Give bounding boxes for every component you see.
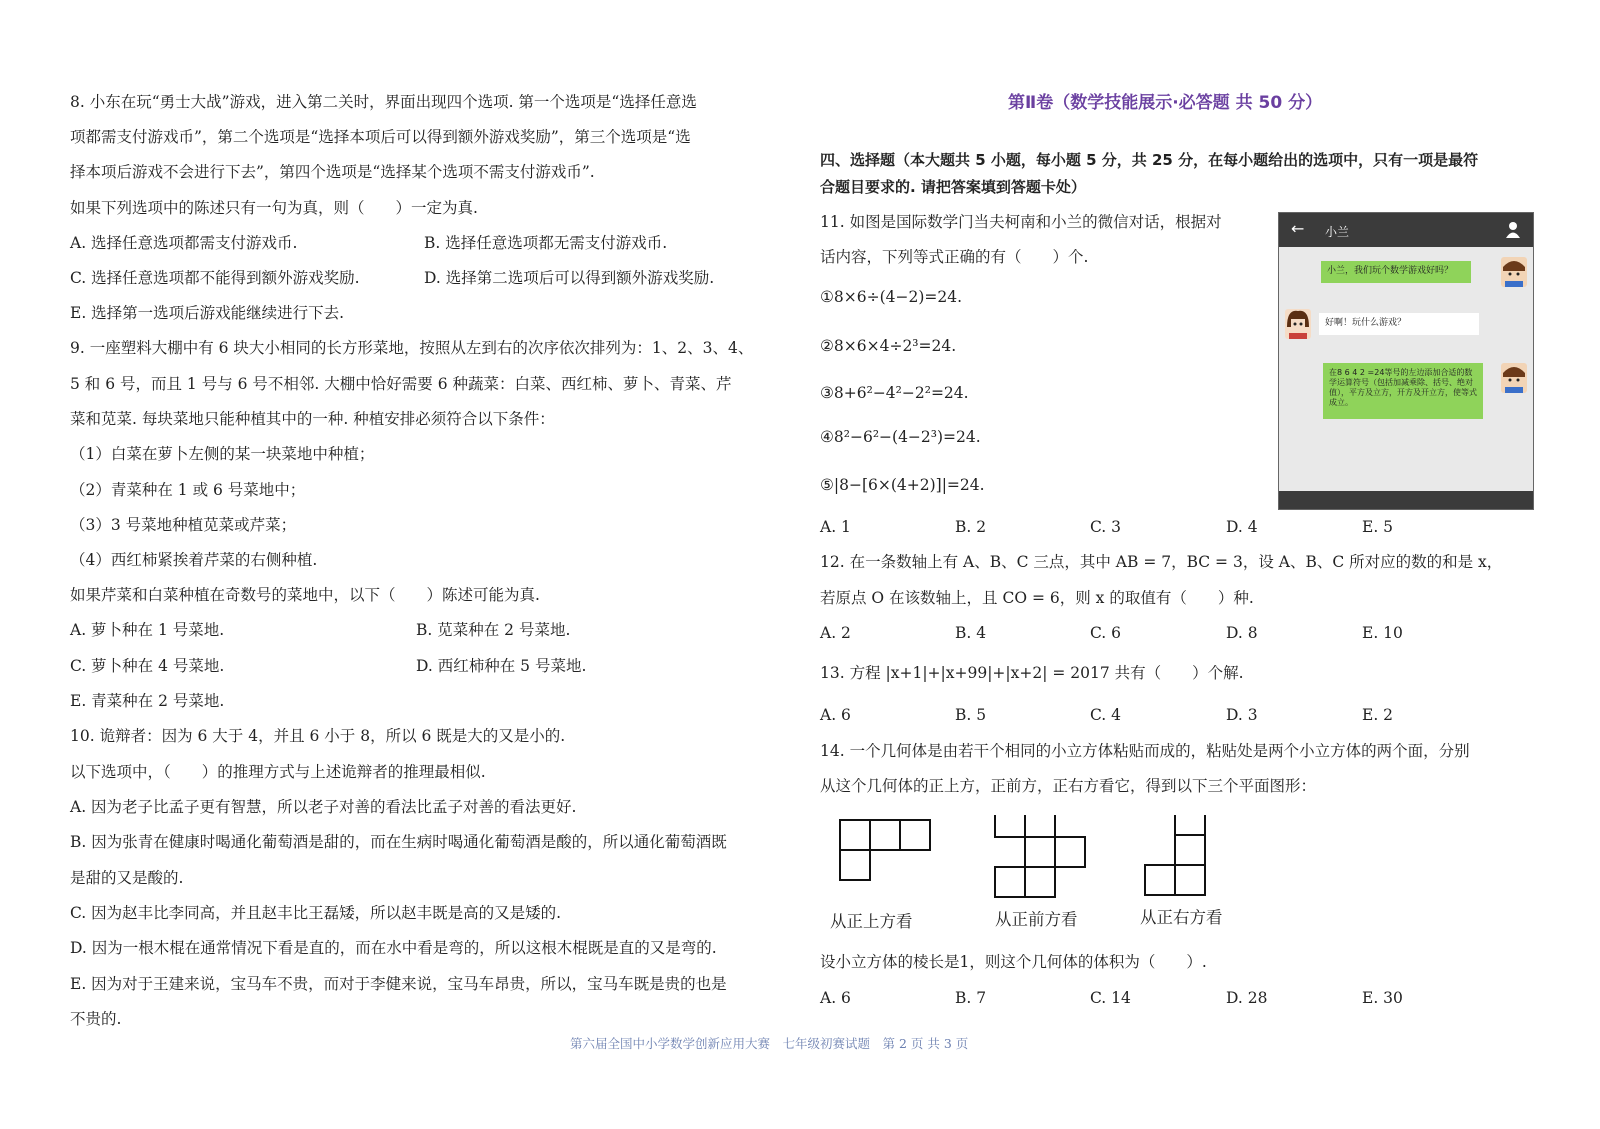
q10-option-e-2: 不贵的.: [70, 1010, 122, 1028]
q14-option-a: A. 6: [820, 989, 851, 1007]
view-label-front: 从正前方看: [995, 910, 1078, 929]
back-arrow-icon: ←: [1291, 219, 1305, 238]
q14-line-3: 设小立方体的棱长是1，则这个几何体的体积为（ ）.: [820, 953, 1207, 971]
q14-option-d: D. 28: [1226, 989, 1268, 1007]
q11-option-e: E. 5: [1362, 518, 1394, 536]
q11-item-5: ⑤|8−[6×(4+2)]|=24.: [820, 476, 985, 494]
q11-item-3: ③8+6²−4²−2²=24.: [820, 384, 969, 402]
chat-message-2: 好啊！玩什么游戏？: [1319, 313, 1479, 335]
wechat-screenshot: [1278, 212, 1534, 510]
girl-avatar-icon: [1285, 309, 1311, 339]
q9-condition-1: （1）白菜在萝卜左侧的某一块菜地中种植；: [70, 445, 375, 463]
boy-avatar-2: [1501, 363, 1527, 393]
q9-option-b: B. 苋菜种在 2 号菜地.: [416, 621, 571, 639]
q14-option-c: C. 14: [1090, 989, 1131, 1007]
q10-question: 以下选项中，（ ）的推理方式与上述诡辩者的推理最相似.: [70, 763, 486, 781]
q9-line-3: 菜和苋菜. 每块菜地只能种植其中的一种. 种植安排必须符合以下条件：: [70, 410, 555, 428]
q11-option-c: C. 3: [1090, 518, 1122, 536]
q10-option-b-1: B. 因为张青在健康时喝通化葡萄酒是甜的，而在生病时喝通化葡萄酒是酸的，所以通化葡萄酒既: [70, 833, 727, 851]
q11-line-2: 话内容，下列等式正确的有（ ）个.: [820, 248, 1089, 266]
q12-line-1: 12. 在一条数轴上有 A、B、C 三点，其中 AB = 7，BC = 3，设 A、B、C 所对应的数的和是 x，: [820, 553, 1503, 571]
q9-line-1: 9. 一座塑料大棚中有 6 块大小相同的长方形菜地，按照从左到右的次序依次排列为：1、2、3、4、: [70, 339, 754, 357]
boy-avatar: [1501, 257, 1527, 287]
q8-question: 如果下列选项中的陈述只有一句为真，则（ ）一定为真.: [70, 199, 478, 217]
q14-option-b: B. 7: [955, 989, 987, 1007]
q10-option-a: A. 因为老子比孟子更有智慧，所以老子对善的看法比孟子对善的看法更好.: [70, 798, 577, 816]
boy-avatar-icon: [1501, 257, 1527, 287]
q13-line: 13. 方程 |x+1|+|x+99|+|x+2| = 2017 共有（ ）个解.: [820, 664, 1244, 682]
q12-line-2: 若原点 O 在该数轴上，且 CO = 6，则 x 的取值有（ ）种.: [820, 589, 1254, 607]
q13-option-e: E. 2: [1362, 706, 1394, 724]
q12-option-c: C. 6: [1090, 624, 1122, 642]
q8-line-2: 项都需支付游戏币”，第二个选项是“选择本项后可以得到额外游戏奖励”，第三个选项是“选: [70, 128, 691, 146]
q9-question: 如果芹菜和白菜种植在奇数号的菜地中，以下（ ）陈述可能为真.: [70, 586, 540, 604]
q12-option-e: E. 10: [1362, 624, 1403, 642]
q11-option-a: A. 1: [820, 518, 851, 536]
part4-heading-2: 合题目要求的. 请把答案填到答题卡处）: [820, 178, 1086, 196]
q11-line-1: 11. 如图是国际数学门当夫柯南和小兰的微信对话，根据对: [820, 213, 1222, 231]
q11-item-1: ①8×6÷(4−2)=24.: [820, 288, 963, 306]
q11-item-4: ④8²−6²−(4−2³)=24.: [820, 428, 981, 446]
q9-option-c: C. 萝卜种在 4 号菜地.: [70, 657, 225, 675]
q10-option-c: C. 因为赵丰比李同高，并且赵丰比王磊矮，所以赵丰既是高的又是矮的.: [70, 904, 562, 922]
q12-option-b: B. 4: [955, 624, 987, 642]
q13-option-d: D. 3: [1226, 706, 1258, 724]
q9-condition-2: （2）青菜种在 1 或 6 号菜地中；: [70, 481, 306, 499]
top-view-grid: [840, 820, 930, 880]
section-title: 第Ⅱ卷（数学技能展示·必答题 共 50 分）: [1008, 93, 1323, 113]
right-view-grid: [1145, 815, 1205, 895]
front-view-grid: [995, 815, 1085, 897]
q13-option-a: A. 6: [820, 706, 851, 724]
q8-option-a: A. 选择任意选项都需支付游戏币.: [70, 234, 298, 252]
q8-option-d: D. 选择第二选项后可以得到额外游戏奖励.: [424, 269, 715, 287]
user-profile-icon: [1505, 221, 1521, 239]
q9-condition-3: （3）3 号菜地种植苋菜或芹菜；: [70, 516, 297, 534]
q9-line-2: 5 和 6 号，而且 1 号与 6 号不相邻. 大棚中恰好需要 6 种蔬菜：白菜、西红柿、萝卜、青菜、芹: [70, 375, 732, 393]
q9-condition-4: （4）西红柿紧挨着芹菜的右侧种植.: [70, 551, 318, 569]
chat-input-bar: [1279, 491, 1533, 509]
chat-message-1: 小兰，我们玩个数学游戏好吗？: [1321, 261, 1471, 283]
q11-item-2: ②8×6×4÷2³=24.: [820, 337, 957, 355]
q11-option-b: B. 2: [955, 518, 987, 536]
q12-option-d: D. 8: [1226, 624, 1258, 642]
view-label-top: 从正上方看: [830, 912, 913, 931]
part4-heading-1: 四、选择题（本大题共 5 小题，每小题 5 分，共 25 分，在每小题给出的选项中，只有一项是最符: [820, 151, 1479, 169]
q12-option-a: A. 2: [820, 624, 851, 642]
q10-option-d: D. 因为一根木棍在通常情况下看是直的，而在水中看是弯的，所以这根木棍既是直的又是弯的.: [70, 939, 717, 957]
q14-line-2: 从这个几何体的正上方，正前方，正右方看它，得到以下三个平面图形：: [820, 777, 1317, 795]
chat-header: [1279, 213, 1533, 247]
q8-line-1: 8. 小东在玩“勇士大战”游戏，进入第二关时，界面出现四个选项. 第一个选项是“选择任意选: [70, 93, 697, 111]
chat-message-3: 在8 6 4 2 =24等号的左边添加合适的数学运算符号（包括加减乘除、括号、绝对值），平方及立方，开方及开立方，使等式成立。: [1323, 363, 1483, 419]
q9-option-e: E. 青菜种在 2 号菜地.: [70, 692, 225, 710]
q8-option-b: B. 选择任意选项都无需支付游戏币.: [424, 234, 668, 252]
q9-option-a: A. 萝卜种在 1 号菜地.: [70, 621, 225, 639]
q10-line-1: 10. 诡辩者：因为 6 大于 4，并且 6 小于 8，所以 6 既是大的又是小的.: [70, 727, 566, 745]
q10-option-b-2: 是甜的又是酸的.: [70, 869, 184, 887]
page-footer: 第六届全国中小学数学创新应用大赛 七年级初赛试题 第 2 页 共 3 页: [570, 1036, 969, 1051]
chat-contact-name: 小兰: [1325, 225, 1350, 239]
q9-option-d: D. 西红柿种在 5 号菜地.: [416, 657, 587, 675]
q11-option-d: D. 4: [1226, 518, 1258, 536]
three-views-figure: [835, 815, 1255, 915]
q8-option-e: E. 选择第一选项后游戏能继续进行下去.: [70, 304, 345, 322]
q13-option-c: C. 4: [1090, 706, 1122, 724]
q14-line-1: 14. 一个几何体是由若干个相同的小立方体粘贴而成的，粘贴处是两个小立方体的两个面，分别: [820, 742, 1470, 760]
q14-option-e: E. 30: [1362, 989, 1403, 1007]
view-label-right: 从正右方看: [1140, 908, 1223, 927]
q8-line-3: 择本项后游戏不会进行下去”，第四个选项是“选择某个选项不需支付游戏币”.: [70, 163, 595, 181]
boy-avatar-2-icon: [1501, 363, 1527, 393]
q10-option-e-1: E. 因为对于王建来说，宝马车不贵，而对于李健来说，宝马车昂贵，所以，宝马车既是贵的也是: [70, 975, 727, 993]
q13-option-b: B. 5: [955, 706, 987, 724]
girl-avatar: [1285, 309, 1311, 339]
q8-option-c: C. 选择任意选项都不能得到额外游戏奖励.: [70, 269, 360, 287]
